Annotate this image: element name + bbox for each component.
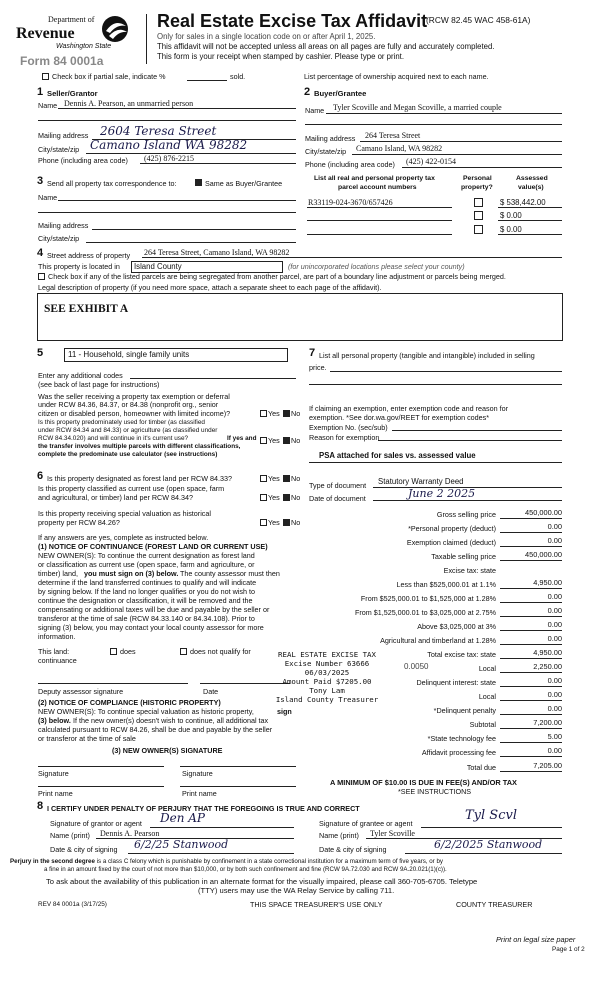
use-code-select[interactable] — [64, 348, 288, 362]
no-label: No — [291, 493, 301, 502]
calc-value-total[interactable]: 7,205.00 — [533, 761, 562, 770]
treasurer-stamp-line1: REAL ESTATE EXCISE TAX — [278, 650, 376, 659]
calc-value-proc[interactable]: 0.00 — [547, 746, 562, 755]
form-citation: (RCW 82.45 WAC 458-61A) — [426, 15, 531, 25]
seller-mail[interactable]: 2604 Teresa Street — [100, 124, 217, 138]
deputy-label: Deputy assessor signature — [38, 687, 124, 696]
assessed-line-3 — [498, 234, 562, 235]
no-label: No — [291, 474, 301, 483]
new-owner-sig-heading: (3) NEW OWNER(S) SIGNATURE — [112, 746, 223, 755]
treasurer-stamp-line3: 06/03/2025 — [304, 668, 350, 677]
assessed-value-2[interactable]: $ 0.00 — [500, 211, 522, 220]
yes-label: Yes — [268, 436, 280, 445]
section3-city-line — [86, 242, 296, 243]
yes-label: Yes — [268, 474, 280, 483]
doc-date[interactable]: June 2 2025 — [408, 487, 476, 500]
calc-label-taxable: Taxable selling price — [431, 552, 496, 561]
parcel-line-2 — [307, 220, 452, 221]
calc-underline-b3 — [500, 616, 562, 617]
calc-underline-b5 — [500, 644, 562, 645]
calc-underline-tech — [500, 742, 562, 743]
signature-label-1: Signature — [38, 769, 69, 778]
calc-label-b1: Less than $525,000.01 at 1.1% — [396, 580, 496, 589]
header-note2: This affidavit will not be accepted unless all areas on all pages are fully and accurately completed. — [157, 42, 495, 51]
deputy-signature-field[interactable] — [38, 683, 188, 684]
calc-value-delinq-local[interactable]: 0.00 — [547, 690, 562, 699]
new-owner-print-2[interactable] — [180, 786, 296, 787]
buyer-heading: Buyer/Grantee — [314, 89, 367, 98]
timber-q2e: the transfer involves multiple parcels with different classifications, — [38, 443, 241, 450]
revision-code: REV 84 0001a (3/17/25) — [38, 901, 107, 908]
form-title: Real Estate Excise Tax Affidavit — [157, 11, 428, 31]
timber-q2c: RCW 84.34.020) and will continue in it's current use? — [38, 435, 189, 442]
land-label: This land: — [38, 647, 70, 656]
buyer-mail-label: Mailing address — [305, 134, 356, 143]
reason-label: Reason for exemption — [309, 433, 380, 442]
buyer-name[interactable]: Tyler Scoville and Megan Scoville, a married couple — [333, 103, 502, 112]
dor-logo-icon — [100, 14, 130, 44]
new-owner-signature-2[interactable] — [180, 766, 296, 767]
continuance-9: signing (3) below, you may contact your local county assessor for more — [38, 623, 264, 632]
assessed-value-1[interactable]: $ 538,442.00 — [500, 198, 546, 207]
grantee-date-city[interactable]: 6/2/2025 Stanwood — [434, 838, 543, 851]
buyer-city-line — [352, 154, 562, 155]
calc-label-total: Total due — [466, 763, 496, 772]
section7-text: List all personal property (tangible and intangible) included in selling — [319, 351, 535, 360]
yes-label: Yes — [268, 518, 280, 527]
segregated-label: Check box if any of the listed parcels are being segregated from another parcel, are part of a boundary line adjustment or parcels being merged. — [48, 272, 506, 281]
calc-value-penalty[interactable]: 0.00 — [547, 704, 562, 713]
seller-name-label: Name — [38, 101, 58, 110]
exemption-no-label: Exemption No. (sec/sub) — [309, 423, 388, 432]
seller-name[interactable]: Dennis A. Pearson, an unmarried person — [64, 99, 194, 108]
calc-underline-taxable — [500, 560, 562, 561]
personal-property-checkbox-2[interactable] — [474, 211, 483, 220]
section8-number: 8 — [37, 800, 44, 812]
parcel-head-personal: Personal — [463, 175, 492, 182]
personal-property-checkbox-1[interactable] — [474, 198, 483, 207]
perjury-rest: is a class C felony which is punishable by confinement in a state correctional institution for a maximum term of five years, or by — [96, 858, 443, 865]
current-use-q2a: Is this property classified as current use (open space, farm — [38, 484, 225, 493]
forest-q1-yes-checkbox[interactable] — [260, 475, 267, 482]
section1-number: 1 — [37, 86, 44, 98]
calc-underline-penalty — [500, 714, 562, 715]
land-does-not-checkbox[interactable] — [180, 648, 187, 655]
grantor-name[interactable]: Dennis A. Pearson — [100, 829, 160, 838]
calc-label-delinq-state: Delinquent interest: state — [416, 678, 496, 687]
parcel-head-assessed: Assessed — [516, 175, 548, 182]
assessed-line-1 — [498, 207, 562, 208]
parcel-head-main: List all real and personal property tax — [314, 175, 435, 182]
section7-number: 7 — [309, 347, 316, 359]
same-as-buyer-checkbox[interactable] — [195, 179, 202, 186]
calc-label-local: Local — [478, 664, 496, 673]
calc-value-tech[interactable]: 5.00 — [547, 732, 562, 741]
personal-property-checkbox-3[interactable] — [474, 225, 483, 234]
calc-value-b5[interactable]: 0.00 — [547, 634, 562, 643]
seller-mail-label: Mailing address — [38, 131, 89, 140]
grantor-sig-label: Signature of grantor or agent — [50, 819, 142, 828]
buyer-city[interactable]: Camano Island, WA 98282 — [356, 144, 443, 153]
calc-value-gross[interactable]: 450,000.00 — [525, 508, 562, 517]
assessed-value-3[interactable]: $ 0.00 — [500, 225, 522, 234]
exemption-q1-yes-checkbox[interactable] — [260, 410, 267, 417]
seller-heading: Seller/Grantor — [47, 89, 98, 98]
grantor-date-line — [128, 853, 294, 854]
perjury-line-1 — [10, 858, 443, 866]
print-name-label-1: Print name — [38, 789, 73, 798]
current-use-q2b: and agricultural, or timber) land per RCW 84.34? — [38, 493, 194, 502]
compliance-2a: (3) below. — [38, 716, 71, 725]
grantee-sig-line — [421, 827, 562, 828]
section3-name-line2 — [38, 212, 296, 213]
grantor-sig-line — [150, 827, 294, 828]
doc-date-line — [373, 500, 562, 501]
if-yes-note: If any answers are yes, complete as instructed below. — [38, 533, 209, 542]
grantee-date-line — [405, 853, 562, 854]
exemption-q1c: citizen or disabled person, homeowner with limited income)? — [38, 409, 231, 418]
personal-property-field[interactable] — [330, 371, 562, 372]
street-label: Street address of property — [47, 251, 131, 260]
reason-field[interactable] — [378, 440, 562, 441]
historic-q3-yes-checkbox[interactable] — [260, 519, 267, 526]
calc-label-b3: From $1,525,000.01 to $3,025,000 at 2.75% — [354, 608, 496, 617]
exemption-q1a: Was the seller receiving a property tax exemption or deferral — [38, 392, 230, 401]
alt-format-note2: (TTY) users may use the WA Relay Service by calling 711. — [198, 886, 395, 895]
calc-label-b4: Above $3,025,000 at 3% — [417, 622, 496, 631]
section2-number: 2 — [304, 86, 311, 98]
calc-label-personal: *Personal property (deduct) — [408, 524, 496, 533]
calc-label-delinq-local: Local — [478, 692, 496, 701]
no-label: No — [291, 409, 301, 418]
section3-mail-line — [92, 229, 296, 230]
seller-phone-label: Phone (including area code) — [38, 156, 128, 165]
calc-label-state: Excise tax: state — [443, 566, 496, 575]
additional-codes-label: Enter any additional codes — [38, 371, 123, 380]
calc-underline-total-state — [500, 658, 562, 659]
continuance-8: transferor at the time of sale (RCW 84.33.140 or 84.34.108). Prior to — [38, 614, 255, 623]
calc-underline-local — [500, 672, 562, 673]
calc-value-personal[interactable]: 0.00 — [547, 522, 562, 531]
exemption-q1b: under RCW 84.36, 84.37, or 84.38 (nonprofit org., senior — [38, 400, 219, 409]
psa-note: PSA attached for sales vs. assessed value — [319, 451, 476, 460]
grantor-name-label: Name (print) — [50, 831, 90, 840]
calc-underline-subtotal — [500, 728, 562, 729]
seller-phone[interactable]: (425) 876-2215 — [144, 154, 194, 163]
calc-underline-b2 — [500, 602, 562, 603]
partial-sale-sold: sold. — [230, 72, 246, 81]
treasurer-stamp-line4: Amount Paid $7205.00 — [282, 677, 372, 686]
calc-value-subtotal[interactable]: 7,200.00 — [533, 718, 562, 727]
grantor-signature[interactable]: Den AP — [160, 811, 206, 825]
compliance-3: calculated pursuant to RCW 84.26, shall be due and payable by the seller — [38, 725, 273, 734]
calc-label-gross: Gross selling price — [436, 510, 496, 519]
doc-type[interactable]: Statutory Warranty Deed — [378, 477, 464, 486]
continuance-7: compensating or additional taxes will be due and payable by the seller or — [38, 605, 270, 614]
parcel-head-personal2: property? — [461, 184, 493, 191]
section3-text: Send all property tax correspondence to: — [47, 179, 177, 188]
compliance-2b: If the new owner(s) doesn't wish to continue, all additional tax — [73, 716, 269, 725]
section3-city-label: City/state/zip — [38, 234, 80, 243]
land-does-checkbox[interactable] — [110, 648, 117, 655]
calc-value-exemption[interactable]: 0.00 — [547, 536, 562, 545]
calc-underline-b1 — [500, 588, 562, 589]
timber-q2-no-checkbox[interactable] — [283, 437, 290, 444]
historic-q3a: Is this property receiving special valuation as historical — [38, 509, 211, 518]
buyer-name-line2 — [305, 124, 562, 125]
seller-name-line2 — [38, 120, 296, 121]
land-does-label: does — [120, 647, 136, 656]
additional-codes-field[interactable] — [130, 378, 296, 379]
street-address[interactable]: 264 Teresa Street, Camano Island, WA 98282 — [144, 248, 290, 257]
compliance-heading: (2) NOTICE OF COMPLIANCE (HISTORIC PROPERTY) — [38, 698, 221, 707]
located-label: This property is located in — [38, 262, 120, 271]
calc-value-delinq-state[interactable]: 0.00 — [547, 676, 562, 685]
calc-underline-exemption — [500, 546, 562, 547]
deputy-date-label: Date — [203, 687, 219, 696]
timber-q2d: If yes and — [227, 435, 257, 442]
compliance-1a: NEW OWNER(S): To continue special valuation as historic property, — [38, 707, 254, 716]
treasurer-use-only: THIS SPACE TREASURER'S USE ONLY — [250, 900, 383, 909]
historic-q3b: property per RCW 84.26? — [38, 518, 120, 527]
buyer-phone-label: Phone (including area code) — [305, 160, 395, 169]
grantee-name[interactable]: Tyler Scoville — [370, 829, 415, 838]
buyer-mail[interactable]: 264 Teresa Street — [365, 131, 421, 140]
parcel-head-assessed2: value(s) — [518, 184, 544, 191]
timber-q2f: complete the predominate use calculator (see instructions) — [38, 451, 218, 458]
exemption-no-field[interactable] — [392, 430, 562, 431]
page-number: Page 1 of 2 — [552, 946, 585, 953]
continuance-2: or classification as current use (open space, farm and agriculture, or — [38, 560, 255, 569]
timber-q2a: Is this property predominately used for timber (as classified — [38, 419, 205, 426]
no-label: No — [291, 518, 301, 527]
calc-label-penalty: *Delinquent penalty — [433, 706, 496, 715]
calc-underline-total — [500, 771, 562, 772]
seller-city[interactable]: Camano Island WA 98282 — [90, 138, 248, 152]
yes-label: Yes — [268, 409, 280, 418]
forest-q1: Is this property designated as forest land per RCW 84.33? — [47, 474, 232, 483]
minimum-due-note: A MINIMUM OF $10.00 IS DUE IN FEE(S) AND/OR TAX — [330, 778, 517, 787]
calc-label-proc: Affidavit processing fee — [421, 748, 496, 757]
compliance-4: or transferor at the time of sale — [38, 734, 136, 743]
calc-label-b5: Agricultural and timberland at 1.28% — [380, 636, 496, 645]
codes-note: (see back of last page for instructions) — [38, 380, 160, 389]
land-does-not-label: does not qualify for — [190, 647, 251, 656]
grantee-date-label: Date & city of signing — [319, 845, 387, 854]
forest-q1-no-checkbox[interactable] — [283, 475, 290, 482]
seller-city-label: City/state/zip — [38, 145, 80, 154]
section3-mail-label: Mailing address — [38, 221, 89, 230]
legal-label: Legal description of property (if you need more space, attach a separate sheet to each page of the affidavit). — [38, 283, 382, 292]
parcel-line-1 — [307, 207, 452, 208]
continuance-3c: The county assessor must then — [180, 569, 280, 578]
calc-underline-delinq-local — [500, 700, 562, 701]
section4-number: 4 — [37, 247, 44, 259]
legal-description: SEE EXHIBIT A — [44, 303, 129, 315]
grantee-signature[interactable]: Tyl Scvl — [465, 808, 517, 823]
yes-label: Yes — [268, 493, 280, 502]
perjury-lead: Perjury in the second degree — [10, 858, 95, 865]
buyer-phone[interactable]: (425) 422-0154 — [406, 157, 456, 166]
use-code-value: 11 - Household, single family units — [68, 350, 190, 359]
certify-heading: I CERTIFY UNDER PENALTY OF PERJURY THAT THE FOREGOING IS TRUE AND CORRECT — [47, 804, 360, 813]
continuance-5: by signing below. If the land no longer qualifies or you do not wish to — [38, 587, 255, 596]
calc-underline-gross — [500, 518, 562, 519]
exempt-a: If claiming an exemption, enter exemption code and reason for — [309, 404, 508, 413]
seller-name-line — [58, 108, 296, 109]
segregated-checkbox[interactable] — [38, 273, 45, 280]
grantee-sig-label: Signature of grantee or agent — [319, 819, 413, 828]
calc-label-subtotal: Subtotal — [469, 720, 496, 729]
continuance-1: NEW OWNER(S): To continue the current designation as forest land — [38, 551, 255, 560]
calc-value-b2[interactable]: 0.00 — [547, 592, 562, 601]
partial-sale-checkbox[interactable] — [42, 73, 49, 80]
print-name-label-2: Print name — [182, 789, 217, 798]
calc-label-b2: From $525,000.01 to $1,525,000 at 1.28% — [360, 594, 496, 603]
compliance-1b: sign — [277, 707, 292, 716]
assessed-line-2 — [498, 220, 562, 221]
section6-number: 6 — [37, 470, 44, 482]
doc-type-label: Type of document — [309, 481, 367, 490]
calc-label-tech: *State technology fee — [427, 734, 496, 743]
timber-q2-yes-checkbox[interactable] — [260, 437, 267, 444]
calc-value-b4[interactable]: 0.00 — [547, 620, 562, 629]
calc-value-total-state[interactable]: 4,950.00 — [533, 648, 562, 657]
calc-underline-personal — [500, 532, 562, 533]
continuance-3a: timber) land, — [38, 569, 78, 578]
ownership-pct-note: List percentage of ownership acquired next to each name. — [304, 72, 489, 81]
calc-value-b1[interactable]: 4,950.00 — [533, 578, 562, 587]
continuance-heading: (1) NOTICE OF CONTINUANCE (FOREST LAND OR CURRENT USE) — [38, 542, 268, 551]
calc-underline-proc — [500, 756, 562, 757]
legal-paper-note: Print on legal size paper — [496, 935, 576, 944]
treasurer-stamp-line5: Tony Lam — [309, 686, 345, 695]
header-note1: Only for sales in a single location code on or after April 1, 2025. — [157, 32, 376, 41]
current-use-q2-no-checkbox[interactable] — [283, 494, 290, 501]
agency-line3: Washington State — [56, 43, 112, 50]
calc-value-local[interactable]: 2,250.00 — [533, 662, 562, 671]
county-treasurer: COUNTY TREASURER — [456, 900, 533, 909]
section3-name-label: Name — [38, 193, 58, 202]
section5-number: 5 — [37, 347, 44, 359]
county-select-value: Island County — [134, 262, 182, 271]
parcel-row-1[interactable]: R33119-024-3670/657426 — [308, 198, 393, 207]
county-note: (for unincorporated locations please select your county) — [288, 262, 465, 271]
current-use-q2-yes-checkbox[interactable] — [260, 494, 267, 501]
alt-format-note: To ask about the availability of this publication in an alternate format for the visually impaired, please call 360-705-6705. Teletype — [46, 877, 478, 886]
grantor-date-city[interactable]: 6/2/25 Stanwood — [134, 838, 229, 851]
dor-logo — [8, 10, 136, 70]
legal-description-field[interactable] — [37, 293, 563, 341]
grantor-date-label: Date & city of signing — [50, 845, 118, 854]
section3-name-line — [58, 200, 296, 201]
continuance-10: information. — [38, 632, 76, 641]
calc-underline-delinq-state — [500, 686, 562, 687]
parcel-head-main2: parcel account numbers — [338, 184, 417, 191]
buyer-phone-line — [402, 167, 562, 168]
treasurer-stamp-line2: Excise Number 63666 — [284, 659, 370, 668]
calc-underline-b4 — [500, 630, 562, 631]
buyer-name-label: Name — [305, 106, 325, 115]
agency-line2: Revenue — [16, 25, 75, 42]
parcel-line-3 — [307, 234, 452, 235]
section7-text2: price. — [309, 363, 327, 372]
calc-label-exemption: Exemption claimed (deduct) — [406, 538, 496, 547]
see-instructions-note: *SEE INSTRUCTIONS — [398, 787, 472, 796]
agency-line1: Department of — [48, 15, 95, 24]
perjury-line-2: a fine in an amount fixed by the court of not more than $10,000, or by both such confinement and fine (RCW 9A.72.030 and RCW 9A.20.021(1)(c)). — [44, 866, 447, 873]
continuance-4: determine if the land transferred continues to qualify and will indicate — [38, 578, 257, 587]
signature-label-2: Signature — [182, 769, 213, 778]
buyer-mail-line — [360, 141, 562, 142]
partial-sale-pct-field[interactable] — [187, 80, 227, 81]
calc-label-total-state: Total excise tax: state — [427, 650, 496, 659]
local-rate[interactable]: 0.0050 — [404, 662, 429, 671]
no-label: No — [291, 436, 301, 445]
form-number: Form 84 0001a — [20, 54, 104, 68]
psa-line — [309, 462, 562, 463]
continuance-6: continue the designation or classification, it will be removed and the — [38, 596, 253, 605]
continuance-3b: you must sign on (3) below. — [84, 569, 179, 578]
calc-value-b3[interactable]: 0.00 — [547, 606, 562, 615]
personal-property-line2 — [309, 384, 562, 385]
new-owner-signature-1[interactable] — [38, 766, 164, 767]
exempt-b: exemption. *See dor.wa.gov/REET for exemption codes* — [309, 413, 490, 422]
partial-sale-label: Check box if partial sale, indicate % — [52, 72, 166, 81]
same-as-buyer-label: Same as Buyer/Grantee — [205, 179, 283, 188]
grantee-name-label: Name (print) — [319, 831, 359, 840]
new-owner-print-1[interactable] — [38, 786, 164, 787]
header-divider — [146, 14, 147, 64]
treasurer-stamp-line6: Island County Treasurer — [275, 695, 379, 704]
section3-number: 3 — [37, 175, 44, 187]
historic-q3-no-checkbox[interactable] — [283, 519, 290, 526]
buyer-name-line — [326, 113, 562, 114]
street-line — [142, 257, 562, 258]
buyer-city-label: City/state/zip — [305, 147, 347, 156]
header-note3: This form is your receipt when stamped by cashier. Please type or print. — [157, 52, 405, 61]
exemption-q1-no-checkbox[interactable] — [283, 410, 290, 417]
timber-q2b: under RCW 84.34 and 84.33) or agriculture (as classified under — [38, 427, 218, 434]
doc-date-label: Date of document — [309, 494, 366, 503]
seller-phone-line — [140, 163, 296, 164]
land-label2: continuance — [38, 656, 77, 665]
calc-value-taxable[interactable]: 450,000.00 — [525, 550, 562, 559]
